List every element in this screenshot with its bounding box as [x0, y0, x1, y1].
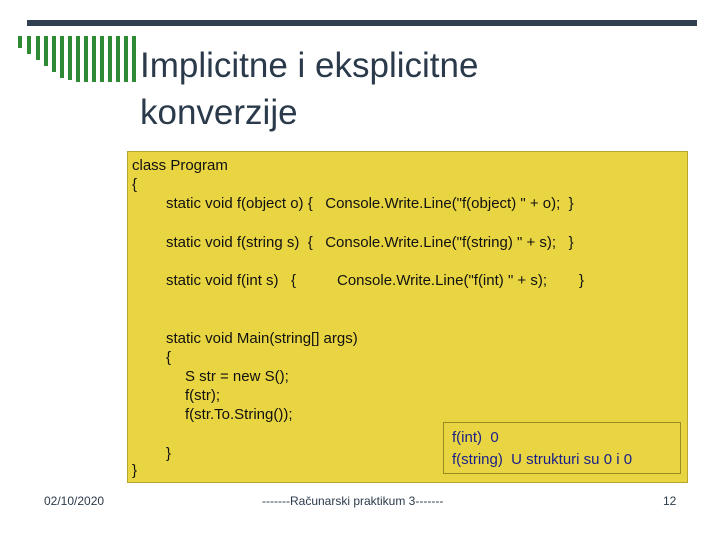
code-line: { — [132, 176, 138, 193]
code-line: f(str.To.String()); — [185, 406, 293, 423]
stripe — [36, 36, 40, 60]
code-line: static void Main(string[] args) — [166, 330, 358, 347]
code-line: S str = new S(); — [185, 368, 289, 385]
code-line: static void f(string s) { Console.Write.Line("f(string) " + s); } — [166, 234, 574, 251]
page-number: 12 — [663, 494, 677, 508]
stripe — [92, 36, 96, 82]
stripe — [52, 36, 56, 72]
stripe — [76, 36, 80, 82]
stripe — [84, 36, 88, 82]
code-line: } — [166, 445, 172, 462]
output-line: f(int) 0 — [452, 429, 499, 446]
stripe — [44, 36, 48, 66]
stripe — [27, 36, 31, 54]
stripe — [100, 36, 104, 82]
code-line: static void f(int s) { — [166, 272, 297, 289]
stripe — [60, 36, 64, 78]
stripe — [18, 36, 22, 48]
code-line: f(str); — [185, 387, 220, 404]
slide-title — [140, 42, 680, 136]
output-line: f(string) U strukturi su 0 i 0 — [452, 451, 633, 468]
slide-title-line1: Implicitne i eksplicitne — [140, 46, 479, 85]
footer-date: 02/10/2020 — [44, 494, 105, 508]
code-line: static void f(object o) { Console.Write.Line("f(object) " + o); } — [166, 195, 574, 212]
decorative-stripes — [18, 36, 138, 86]
code-line: { — [166, 349, 172, 366]
stripe — [68, 36, 72, 80]
stripe — [124, 36, 128, 82]
code-line: } — [132, 462, 138, 479]
code-line: } — [579, 272, 585, 289]
code-line: class Program — [132, 157, 228, 174]
program-output — [443, 422, 681, 474]
stripe — [132, 36, 136, 82]
stripe — [116, 36, 120, 82]
stripe — [108, 36, 112, 82]
footer-course: -------Računarski praktikum 3------- — [262, 494, 444, 508]
top-rule — [27, 20, 697, 26]
code-line: Console.Write.Line("f(int) " + s); — [337, 272, 548, 289]
slide-title-line2: konverzije — [140, 93, 298, 132]
